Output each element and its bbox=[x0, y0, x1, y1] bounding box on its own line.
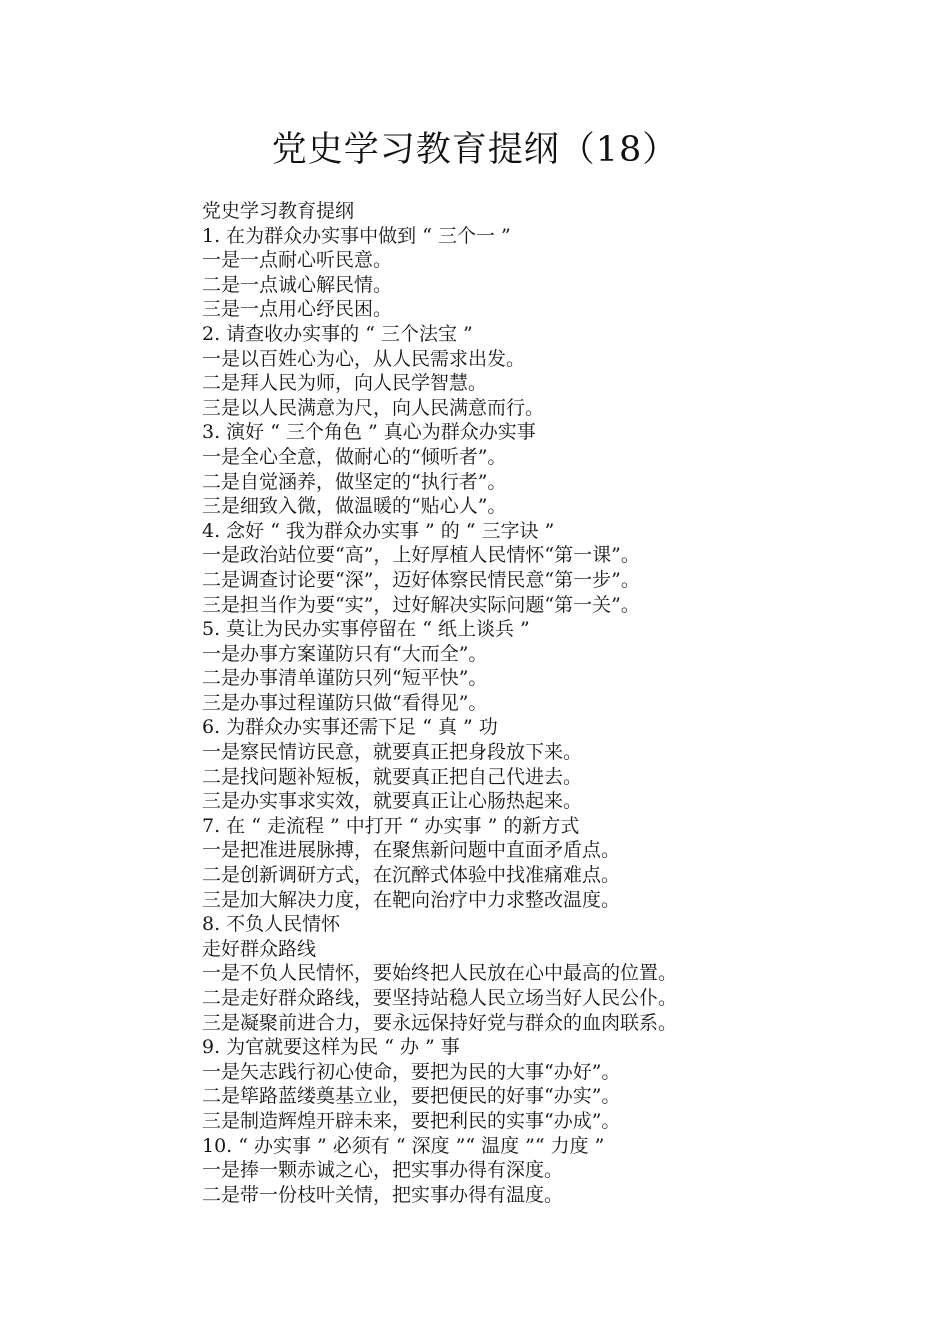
page-title: 党史学习教育提纲（18） bbox=[271, 130, 679, 170]
text-line: 一是办事方案谨防只有“大而全”。 bbox=[202, 642, 488, 665]
text-line: 走好群众路线 bbox=[202, 937, 317, 960]
text-line: 3. 演好 “ 三个角色 ” 真心为群众办实事 bbox=[202, 421, 536, 444]
text-line: 一是不负人民情怀，要始终把人民放在心中最高的位置。 bbox=[202, 962, 678, 985]
text-line: 1. 在为群众办实事中做到 “ 三个一 ” bbox=[202, 224, 511, 247]
text-line: 二是办事清单谨防只列“短平快”。 bbox=[202, 667, 488, 690]
text-line: 三是担当作为要“实”，过好解决实际问题“第一关”。 bbox=[202, 593, 640, 616]
text-line: 三是凝聚前进合力，要永远保持好党与群众的血肉联系。 bbox=[202, 1011, 678, 1034]
text-line: 三是办实事求实效，就要真正让心肠热起来。 bbox=[202, 790, 583, 813]
text-line: 二是带一份枝叶关情，把实事办得有温度。 bbox=[202, 1183, 564, 1206]
text-line: 二是走好群众路线，要坚持站稳人民立场当好人民公仆。 bbox=[202, 987, 678, 1009]
text-line: 8. 不负人民情怀 bbox=[202, 913, 341, 936]
text-line: 一是一点耐心听民意。 bbox=[202, 249, 393, 272]
text-line: 2. 请查收办实事的 “ 三个法宝 ” bbox=[202, 322, 473, 345]
text-line: 二是调查讨论要“深”，迈好体察民情民意“第一步”。 bbox=[202, 568, 640, 591]
text-line: 二是拜人民为师，向人民学智慧。 bbox=[202, 372, 488, 395]
text-line: 一是察民情访民意，就要真正把身段放下来。 bbox=[202, 741, 583, 764]
text-line: 9. 为官就要这样为民 “ 办 ” 事 bbox=[202, 1036, 460, 1059]
text-line: 10. “ 办实事 ” 必须有 “ 深度 ”“ 温度 ”“ 力度 ” bbox=[202, 1134, 605, 1157]
text-line: 三是一点用心纾民困。 bbox=[202, 298, 393, 321]
text-line: 一是捧一颗赤诚之心，把实事办得有深度。 bbox=[202, 1159, 564, 1182]
text-line: 三是加大解决力度，在靶向治疗中力求整改温度。 bbox=[202, 888, 621, 911]
text-line: 三是办事过程谨防只做“看得见”。 bbox=[202, 691, 488, 714]
text-line: 三是制造辉煌开辟未来，要把利民的实事“办成”。 bbox=[202, 1109, 621, 1132]
text-line: 二是找问题补短板，就要真正把自己代进去。 bbox=[202, 765, 583, 788]
text-line: 党史学习教育提纲 bbox=[202, 200, 355, 222]
text-line: 一是矢志践行初心使命，要把为民的大事“办好”。 bbox=[202, 1060, 621, 1083]
text-line: 二是创新调研方式，在沉醉式体验中找准痛难点。 bbox=[202, 864, 621, 887]
text-line: 二是筚路蓝缕奠基立业，要把便民的好事“办实”。 bbox=[202, 1085, 621, 1108]
document-body bbox=[202, 199, 842, 1207]
text-line: 4. 念好 “ 我为群众办实事 ” 的 “ 三字诀 ” bbox=[202, 519, 555, 542]
text-line: 一是全心全意，做耐心的“倾听者”。 bbox=[202, 445, 507, 468]
text-line: 三是细致入微，做温暖的“贴心人”。 bbox=[202, 495, 507, 518]
text-line: 三是以人民满意为尺，向人民满意而行。 bbox=[202, 396, 545, 419]
text-line: 一是以百姓心为心，从人民需求出发。 bbox=[202, 347, 526, 370]
text-line: 一是政治站位要“高”，上好厚植人民情怀“第一课”。 bbox=[202, 544, 640, 567]
text-line: 二是一点诚心解民情。 bbox=[202, 273, 393, 296]
text-line: 7. 在 “ 走流程 ” 中打开 “ 办实事 ” 的新方式 bbox=[202, 814, 580, 837]
text-line: 5. 莫让为民办实事停留在 “ 纸上谈兵 ” bbox=[202, 618, 530, 641]
text-line: 6. 为群众办实事还需下足 “ 真 ” 功 bbox=[202, 716, 498, 739]
text-line: 一是把准进展脉搏，在聚焦新问题中直面矛盾点。 bbox=[202, 839, 621, 862]
text-line: 二是自觉涵养，做坚定的“执行者”。 bbox=[202, 470, 507, 493]
